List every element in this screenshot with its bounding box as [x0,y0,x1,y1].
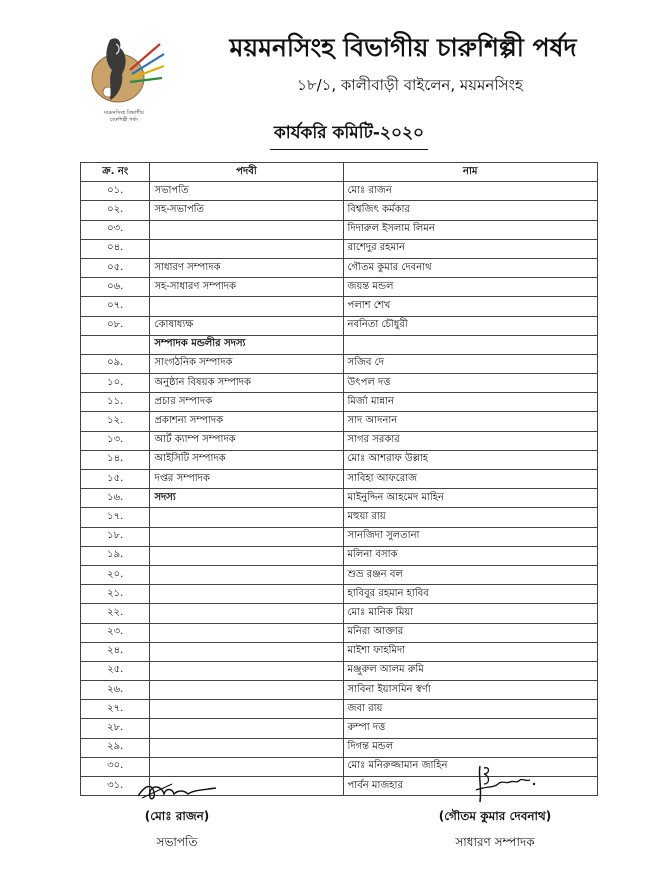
header-name: নাম [343,163,598,182]
position-cell: প্রকাশনা সম্পাদক [150,412,343,431]
name-cell: জবা রায় [343,700,598,719]
name-cell: মাইশা ফাহমিদা [343,642,598,661]
document-subtitle [0,120,662,150]
position-cell: কোষাধ্যক্ষ [150,316,343,335]
section-row [81,335,598,354]
serial-cell: ০২. [81,201,150,220]
name-cell: উৎপল দত্ত [343,374,598,393]
serial-cell: ২৫. [81,661,150,680]
name-cell: রুম্পা দত্ত [343,719,598,738]
serial-cell: ২৩. [81,623,150,642]
serial-cell: ১১. [81,393,150,412]
section-empty-cell [81,335,150,354]
table-row [81,661,598,680]
name-cell: সাবিনা ইয়াসমিন স্বর্ণা [343,681,598,700]
position-cell [150,585,343,604]
name-cell: হাবিবুর রহমান হাবিব [343,585,598,604]
serial-cell: ৩০. [81,757,150,776]
table-row [81,220,598,239]
committee-heading: কার্যকরি কমিটি-২০২০ [270,120,428,150]
position-cell: আর্ট ক্যাম্প সম্পাদক [150,431,343,450]
organization-title: ময়মনসিংহ বিভাগীয় চারুশিল্পী পর্ষদ [229,33,577,62]
serial-cell: ২০. [81,565,150,584]
position-cell: সাংগঠনিক সম্পাদক [150,354,343,373]
position-cell [150,239,343,258]
table-row [81,508,598,527]
name-cell: মনিরা আক্তার [343,623,598,642]
table-row [81,278,598,297]
serial-cell: ২৪. [81,642,150,661]
secretary-role: সাধারণ সম্পাদক [455,835,535,849]
position-cell: সহ-সাধারণ সম্পাদক [150,278,343,297]
name-cell: সাদ আদনান [343,412,598,431]
position-cell: অনুষ্ঠান বিষয়ক সম্পাদক [150,374,343,393]
position-cell [150,757,343,776]
serial-cell: ০১. [81,182,150,201]
position-cell [150,546,343,565]
palette-figure-icon [86,30,166,110]
position-cell [150,681,343,700]
position-cell [150,508,343,527]
position-cell: সহ-সভাপতি [150,201,343,220]
position-cell [150,642,343,661]
handwritten-signature-icon [450,762,540,806]
serial-cell: ০৭. [81,297,150,316]
logo-caption-line2: চারুশিল্পী পর্ষদ [110,117,138,123]
table-row [81,700,598,719]
position-cell [150,297,343,316]
header-position: পদবী [150,163,343,182]
president-role: সভাপতি [156,835,198,849]
table-row [81,546,598,565]
serial-cell: ২৮. [81,719,150,738]
serial-cell: ১৫. [81,470,150,489]
serial-cell: ০৯. [81,354,150,373]
serial-cell: ২৬. [81,681,150,700]
table-row [81,565,598,584]
logo-caption-line1: ময়মনসিংহ বিভাগীয় [104,110,144,116]
table-row [81,431,598,450]
position-cell: প্রচার সম্পাদক [150,393,343,412]
table-row [81,527,598,546]
committee-table [80,162,598,796]
position-cell [150,220,343,239]
serial-cell: ১৮. [81,527,150,546]
name-cell: শুভ্র রঞ্জন বল [343,565,598,584]
table-row [81,393,598,412]
name-cell: পলাশ শেখ [343,297,598,316]
table-row [81,239,598,258]
table-header-row [81,163,598,182]
serial-cell: ০৬. [81,278,150,297]
serial-cell: ১৪. [81,450,150,469]
serial-cell: ১৭. [81,508,150,527]
position-cell [150,700,343,719]
position-cell [150,623,343,642]
serial-cell: ১২. [81,412,150,431]
name-cell: সানজিদা সুলতানা [343,527,598,546]
table-row [81,450,598,469]
serial-cell: ১০. [81,374,150,393]
serial-cell: ১৬. [81,489,150,508]
name-cell: সজিব দে [343,354,598,373]
position-cell [150,565,343,584]
serial-cell: ২৭. [81,700,150,719]
serial-cell: ০৩. [81,220,150,239]
table-row [81,719,598,738]
position-cell: সভাপতি [150,182,343,201]
serial-cell: ০৮. [81,316,150,335]
name-cell: মোঃ আশরাফ উল্লাহ [343,450,598,469]
table-row [81,316,598,335]
serial-cell: ২৯. [81,738,150,757]
serial-cell: ২২. [81,604,150,623]
section-empty-cell [343,335,598,354]
name-cell: পার্বন মাজহার [343,777,598,796]
name-cell: মঞ্জুরুল আলম রুমি [343,661,598,680]
name-cell: রাশেদুর রহমান [343,239,598,258]
name-cell: সাগর সরকার [343,431,598,450]
name-cell: মির্জা মান্নান [343,393,598,412]
serial-cell: ১৩. [81,431,150,450]
serial-cell: ৩১. [81,777,150,796]
name-cell: মোঃ রাজন [343,182,598,201]
name-cell: মহুয়া রায় [343,508,598,527]
name-cell: গৌতম কুমার দেবনাথ [343,258,598,277]
name-cell: জয়ন্ত মন্ডল [343,278,598,297]
table-row [81,604,598,623]
table-row [81,489,598,508]
serial-cell: ১৯. [81,546,150,565]
handwritten-signature-icon [132,778,222,806]
table-body [81,182,598,796]
name-cell: বিশ্বজিৎ কর্মকার [343,201,598,220]
position-cell: সাধারণ সম্পাদক [150,258,343,277]
section-label: সম্পাদক মন্ডলীর সদস্য [150,335,343,354]
serial-cell: ২১. [81,585,150,604]
table-row [81,182,598,201]
table-row [81,585,598,604]
name-cell: মাইনুদ্দিন আহমেদ মাহিন [343,489,598,508]
signature-block-secretary [420,762,570,854]
position-cell [150,527,343,546]
name-cell: মলিনা বসাক [343,546,598,565]
table-row [81,738,598,757]
name-cell: মোঃ মানিক মিয়া [343,604,598,623]
table-row [81,470,598,489]
organization-address: ১৮/১, কালীবাড়ী বাইলেন, ময়মনসিংহ [297,76,523,94]
table-row [81,201,598,220]
table-row [81,623,598,642]
table-row [81,681,598,700]
table-row [81,354,598,373]
name-cell: নবনিতা চৌধুরী [343,316,598,335]
name-cell: দিগন্ত মন্ডল [343,738,598,757]
name-cell: দিদারুল ইসলাম লিমন [343,220,598,239]
name-cell: সাবিহা আফরোজ [343,470,598,489]
signature-block-president [122,778,232,854]
position-cell: দপ্তর সম্পাদক [150,470,343,489]
table-row [81,412,598,431]
position-cell [150,738,343,757]
president-name: (মোঃ রাজন) [144,809,210,823]
position-cell [150,604,343,623]
table-row [81,258,598,277]
serial-cell: ০৪. [81,239,150,258]
position-cell [150,719,343,738]
secretary-name: (গৌতম কুমার দেবনাথ) [438,809,552,823]
header-serial: ক্র. নং [81,163,150,182]
table-row [81,297,598,316]
table-row [81,374,598,393]
position-cell: সদস্য [150,489,343,508]
serial-cell: ০৫. [81,258,150,277]
position-cell: আইসিটি সম্পাদক [150,450,343,469]
position-cell [150,661,343,680]
name-cell: মোঃ মনিরুজ্জামান জাহিন [343,757,598,776]
table-row [81,642,598,661]
